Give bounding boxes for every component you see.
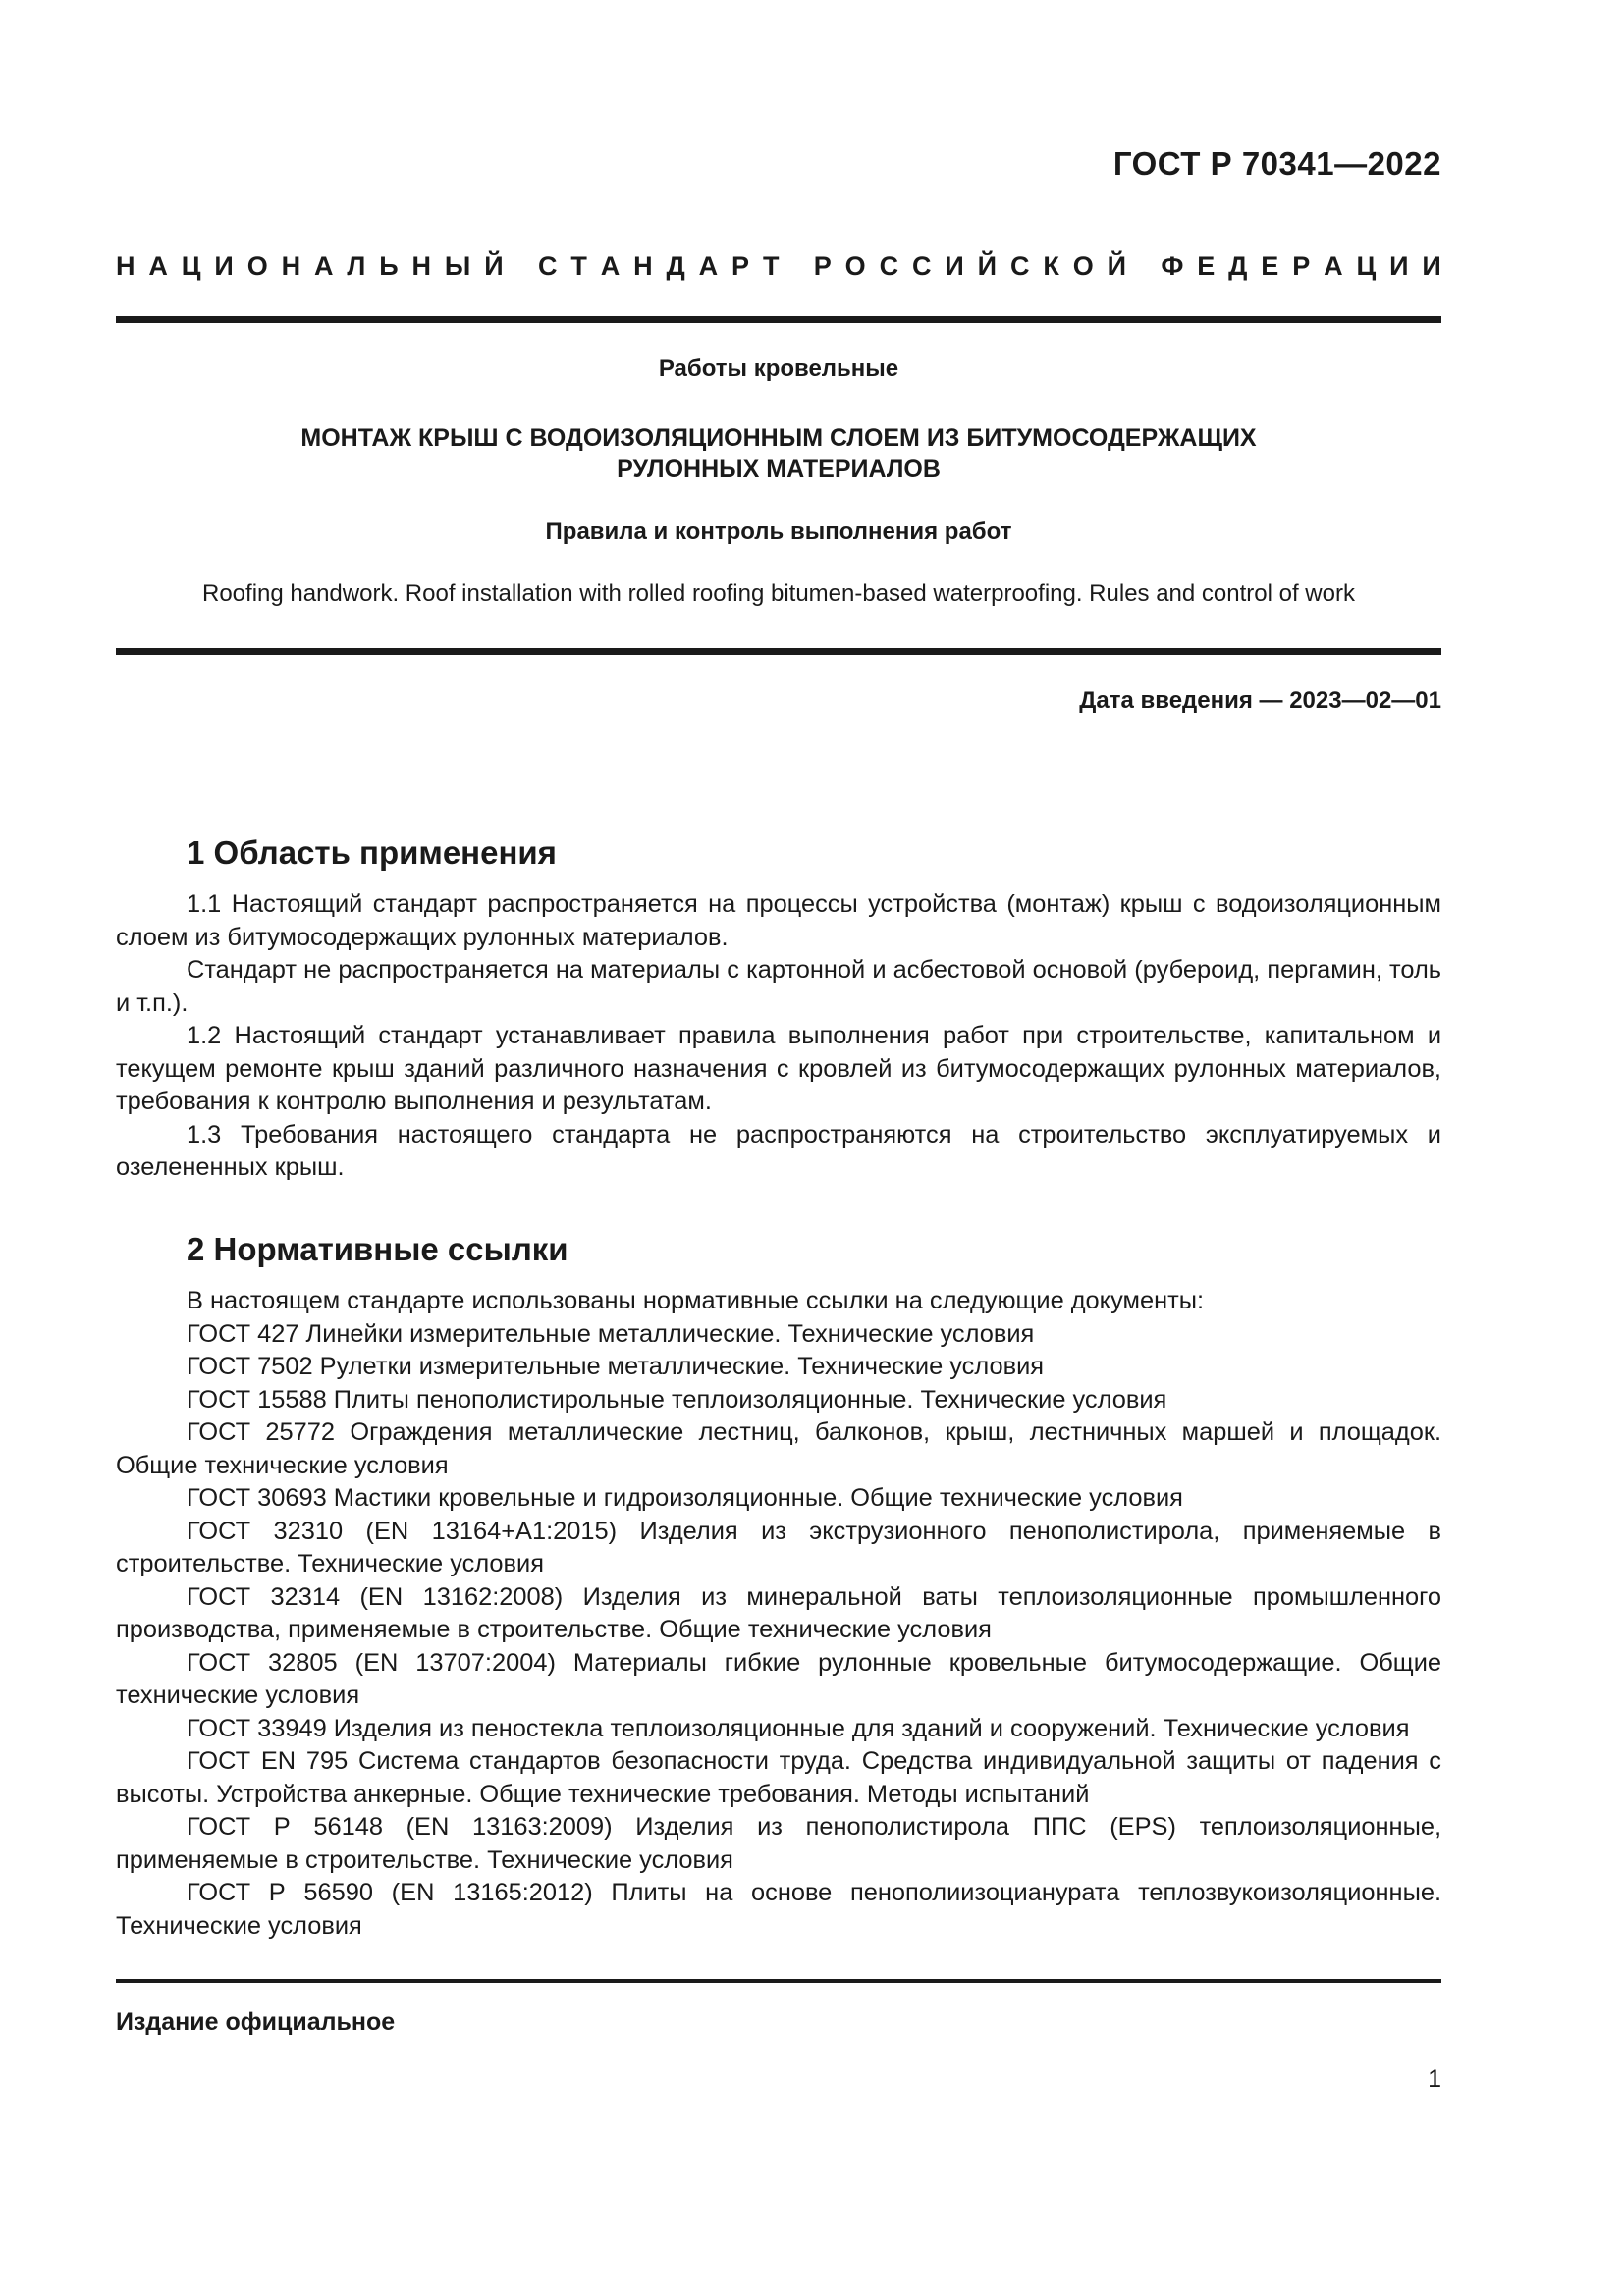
national-title-letter: Ь xyxy=(379,251,399,281)
reference-item: ГОСТ 32805 (EN 13707:2004) Материалы гибкие рулонные кровельные битумосодержащие. Общие технические условия xyxy=(116,1648,1441,1709)
reference-item: ГОСТ Р 56148 (EN 13163:2009) Изделия из пенополистирола ППС (EPS) теплоизоляционные, применяемые в строительстве. Технические условия xyxy=(116,1813,1441,1874)
national-title-letter: И xyxy=(1422,251,1441,281)
main-title-line-1: МОНТАЖ КРЫШ С ВОДОИЗОЛЯЦИОННЫМ СЛОЕМ ИЗ БИТУМОСОДЕРЖАЩИХ xyxy=(300,424,1257,452)
reference-item: ГОСТ EN 795 Система стандартов безопасности труда. Средства индивидуальной защиты от падения с высоты. Устройства анкерные. Общие технические требования. Методы испытаний xyxy=(116,1747,1441,1808)
national-title-letter: Ы xyxy=(444,251,471,281)
national-title-letter: Е xyxy=(1197,251,1216,281)
national-title-letter: А xyxy=(698,251,719,281)
reference-item: ГОСТ 25772 Ограждения металлические лестниц, балконов, крыш, лестничных маршей и площадок. Общие технические условия xyxy=(116,1418,1441,1479)
national-title-letter: С xyxy=(911,251,932,281)
reference-item: ГОСТ 427 Линейки измерительные металлические. Технические условия xyxy=(187,1319,1035,1348)
footer-divider xyxy=(116,1979,1441,1983)
national-title-letter: Н xyxy=(411,251,432,281)
reference-item: ГОСТ 32314 (EN 13162:2008) Изделия из минеральной ваты теплоизоляционные промышленного производства, применяемые в строительстве. Общие технические условия xyxy=(116,1582,1441,1643)
national-title-letter: А xyxy=(314,251,334,281)
national-title-letter: С xyxy=(879,251,899,281)
subtitle: Правила и контроль выполнения работ xyxy=(545,518,1012,545)
national-title-letter: А xyxy=(148,251,168,281)
reference-item: ГОСТ 32310 (EN 13164+A1:2015) Изделия из экструзионного пенополистирола, применяемые в строительстве. Технические условия xyxy=(116,1517,1441,1577)
subject-title: Работы кровельные xyxy=(658,355,899,382)
national-title-letter: О xyxy=(246,251,268,281)
national-title-letter: А xyxy=(1324,251,1343,281)
national-title-letter xyxy=(517,251,525,282)
main-title xyxy=(116,422,1441,485)
national-title-letter xyxy=(1140,251,1148,282)
national-title-letter: Й xyxy=(977,251,998,281)
page-number: 1 xyxy=(1428,2065,1441,2093)
national-title-letter: О xyxy=(1072,251,1094,281)
main-title-line-2: РУЛОННЫХ МАТЕРИАЛОВ xyxy=(617,455,941,483)
section-1-paragraph: Стандарт не распространяется на материалы с картонной и асбестовой основой (рубероид, пергамин, толь и т.п.). xyxy=(116,956,1441,1017)
national-title-letter xyxy=(792,251,800,282)
national-title-letter: Р xyxy=(1292,251,1311,281)
national-title-letter: Д xyxy=(666,251,685,281)
document-page xyxy=(116,0,1441,2296)
national-title-letter: Л xyxy=(347,251,366,281)
introduction-date: Дата введения — 2023—02—01 xyxy=(1079,687,1441,714)
section-1-heading: 1 Область применения xyxy=(187,834,557,871)
section-2-heading: 2 Нормативные ссылки xyxy=(187,1231,568,1267)
section-1-paragraph: 1.3 Требования настоящего стандарта не распространяются на строительство эксплуатируемых и озелененных крыш. xyxy=(116,1120,1441,1181)
reference-item: В настоящем стандарте использованы нормативные ссылки на следующие документы: xyxy=(187,1287,1205,1314)
section-2-body xyxy=(116,1285,1441,1943)
national-title-letter: Й xyxy=(1107,251,1127,281)
national-title-letter: С xyxy=(537,251,558,281)
reference-item: ГОСТ 30693 Мастики кровельные и гидроизоляционные. Общие технические условия xyxy=(187,1484,1183,1512)
national-title-letter: О xyxy=(844,251,866,281)
section-1-paragraph: 1.2 Настоящий стандарт устанавливает правила выполнения работ при строительстве, капитальном и текущем ремонте крыш зданий различного назначения с кровлей из битумосодержащих рулонных материалов, требования к контролю выполнения и результатам. xyxy=(116,1022,1441,1115)
national-title-letter: И xyxy=(214,251,234,281)
national-title-letter: Т xyxy=(570,251,587,281)
national-title-letter: Т xyxy=(762,251,780,281)
top-divider xyxy=(116,316,1441,323)
national-title-letter: Ф xyxy=(1161,251,1184,281)
national-title-letter: С xyxy=(1009,251,1030,281)
reference-item: ГОСТ 7502 Рулетки измерительные металлические. Технические условия xyxy=(187,1353,1045,1380)
national-title-letter: И xyxy=(945,251,964,281)
official-edition-label: Издание официальное xyxy=(116,2008,396,2036)
national-title-letter: Д xyxy=(1228,251,1248,281)
national-title-letter: Ц xyxy=(181,251,201,281)
national-title-letter: Р xyxy=(813,251,832,281)
national-title-letter: К xyxy=(1043,251,1059,281)
title-divider xyxy=(116,648,1441,655)
national-title-letter: Й xyxy=(484,251,504,281)
national-title-letter: Ц xyxy=(1356,251,1377,281)
national-title-letter: Е xyxy=(1261,251,1279,281)
national-title-letter: Н xyxy=(281,251,301,281)
reference-item: ГОСТ 15588 Плиты пенополистирольные теплоизоляционные. Технические условия xyxy=(187,1385,1167,1414)
reference-item: ГОСТ 33949 Изделия из пеностекла теплоизоляционные для зданий и сооружений. Технические условия xyxy=(187,1714,1410,1742)
national-standard-title xyxy=(116,251,1441,282)
english-title: Roofing handwork. Roof installation with rolled roofing bitumen-based waterproofing. Rules and control of work xyxy=(202,580,1355,607)
national-title-letter: А xyxy=(600,251,621,281)
section-1-paragraph: 1.1 Настоящий стандарт распространяется на процессы устройства (монтаж) крыш с водоизоляционным слоем из битумосодержащих рулонных материалов. xyxy=(116,890,1441,951)
national-title-letter: И xyxy=(1389,251,1409,281)
document-code: ГОСТ Р 70341—2022 xyxy=(1112,145,1441,182)
section-1-body xyxy=(116,888,1441,1185)
national-title-letter: Р xyxy=(731,251,750,281)
national-title-letter: Н xyxy=(116,251,135,281)
reference-item: ГОСТ Р 56590 (EN 13165:2012) Плиты на основе пенополиизоцианурата теплозвукоизоляционные. Технические условия xyxy=(116,1879,1441,1940)
national-title-letter: Н xyxy=(633,251,653,281)
